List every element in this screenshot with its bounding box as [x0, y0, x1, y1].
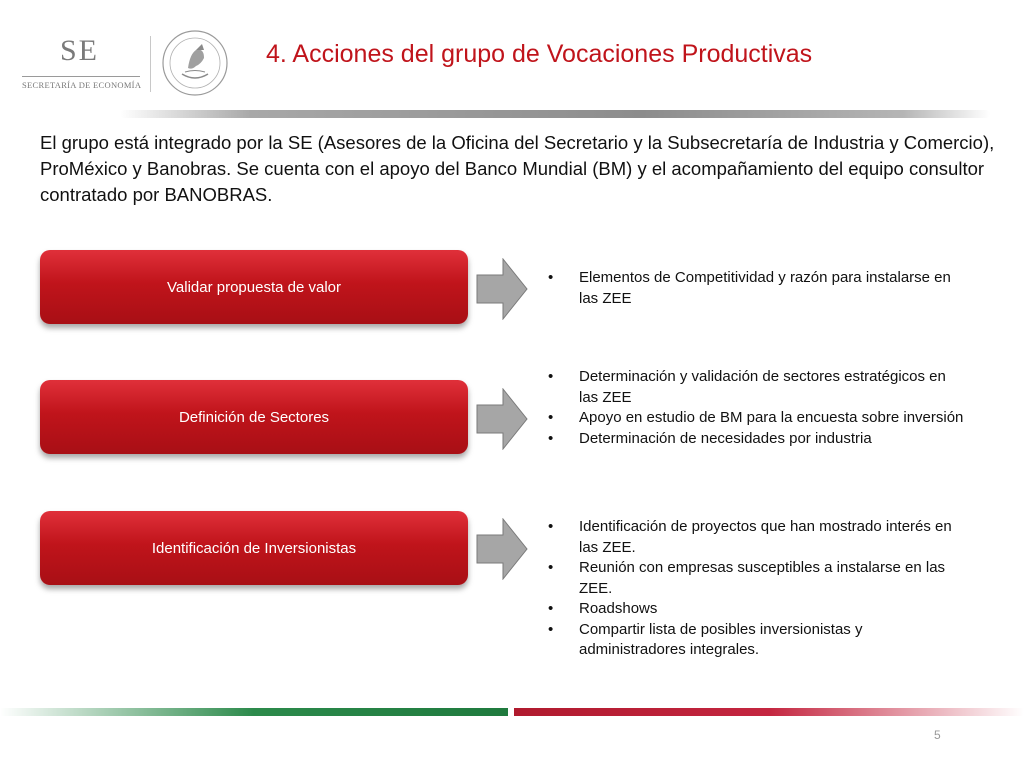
list-item — [544, 599, 964, 620]
bullet-list-validar — [544, 268, 964, 309]
bullet-icon: • — [548, 269, 554, 286]
header-divider — [120, 110, 990, 118]
footer-stripe-green — [0, 708, 508, 716]
step-box-sectores: Definición de Sectores — [40, 380, 468, 454]
se-logo — [22, 34, 142, 94]
list-item — [544, 558, 964, 599]
list-item-text: Roadshows — [579, 600, 658, 617]
list-item — [544, 517, 964, 558]
national-seal-icon — [160, 28, 230, 98]
se-logo-subtitle: SECRETARÍA DE ECONOMÍA — [22, 80, 142, 90]
list-item-text: Identificación de proyectos que han mostrado interés en las ZEE. — [579, 518, 952, 556]
bullet-icon: • — [548, 600, 554, 617]
page-number: 5 — [934, 728, 941, 742]
bullet-list-sectores — [544, 367, 964, 449]
list-item — [544, 620, 964, 661]
list-item-text: Determinación de necesidades por industria — [579, 429, 872, 447]
arrow-right-icon — [476, 258, 528, 320]
step-box-validar: Validar propuesta de valor — [40, 250, 468, 324]
se-logo-rule — [22, 76, 140, 77]
bullet-icon: • — [548, 429, 554, 447]
bullet-icon: • — [548, 620, 554, 638]
footer-stripe-red — [514, 708, 1024, 716]
list-item — [544, 367, 964, 408]
intro-paragraph: El grupo está integrado por la SE (Asesores de la Oficina del Secretario y la Subsecretaría de Industria y Comercio), ProMéxico y Banobras. Se cuenta con el apoyo del Banco Mundial (BM) y el acompañamiento del equipo consultor contratado por BANOBRAS. — [40, 132, 995, 205]
page-title: 4. Acciones del grupo de Vocaciones Productivas — [266, 40, 813, 68]
list-item-text: Elementos de Competitividad y razón para instalarse en las ZEE — [579, 269, 951, 307]
list-item-text: Determinación y validación de sectores estratégicos en las ZEE — [579, 368, 946, 406]
bullet-icon: • — [548, 409, 554, 426]
se-logo-text: SE — [60, 34, 100, 67]
bullet-list-inversionistas — [544, 517, 964, 661]
list-item-text: Reunión con empresas susceptibles a instalarse en las ZEE. — [579, 559, 946, 597]
logo-divider — [150, 36, 151, 92]
arrow-right-icon — [476, 388, 528, 450]
list-item-text: Compartir lista de posibles inversionistas y administradores integrales. — [579, 620, 863, 658]
list-item — [544, 408, 964, 429]
bullet-icon: • — [548, 368, 554, 385]
list-item — [544, 268, 964, 309]
arrow-right-icon — [476, 518, 528, 580]
list-item — [544, 429, 964, 450]
step-box-inversionistas: Identificación de Inversionistas — [40, 511, 468, 585]
bullet-icon: • — [548, 559, 554, 576]
bullet-icon: • — [548, 518, 554, 535]
list-item-text: Apoyo en estudio de BM para la encuesta sobre inversión — [579, 409, 964, 426]
